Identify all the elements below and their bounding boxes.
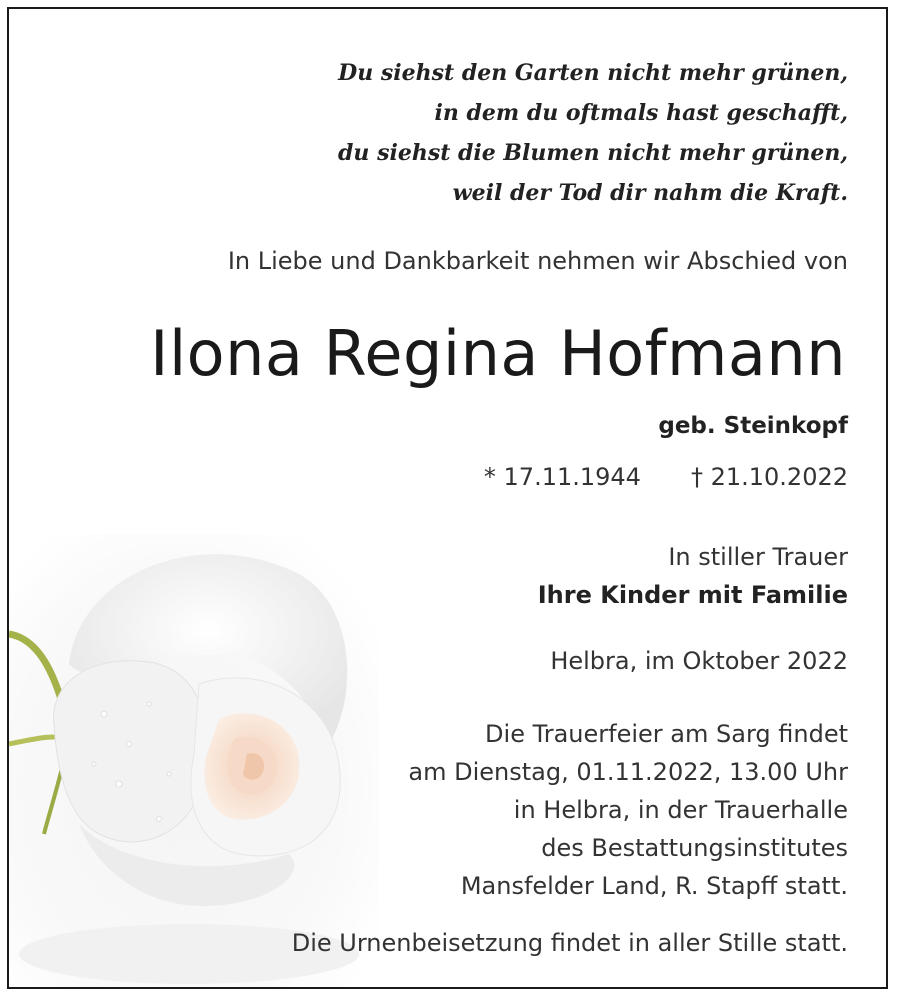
mourning-line: In stiller Trauer [668,543,848,571]
death-date: † 21.10.2022 [690,463,848,491]
service-line: Die Trauerfeier am Sarg findet [485,720,848,748]
birth-date: * 17.11.1944 [483,463,641,491]
obituary-card [7,7,888,989]
mourners-names: Ihre Kinder mit Familie [537,581,848,609]
deceased-name: Ilona Regina Hofmann [150,317,846,390]
poem [338,53,848,213]
burial-info: Die Urnenbeisetzung findet in aller Stille statt. [291,929,848,957]
white-rose-icon [9,534,379,989]
birth-name: geb. Steinkopf [658,413,848,439]
poem-line: weil der Tod dir nahm die Kraft. [452,180,848,206]
life-dates [484,463,848,491]
intro-text: In Liebe und Dankbarkeit nehmen wir Abschied von [227,247,848,275]
place-date: Helbra, im Oktober 2022 [550,647,848,675]
service-info [408,715,848,905]
service-line: des Bestattungsinstitutes [541,834,848,862]
service-line: in Helbra, in der Trauerhalle [513,796,848,824]
poem-line: in dem du oftmals hast geschafft, [434,100,848,126]
service-line: Mansfelder Land, R. Stapff statt. [460,872,848,900]
poem-line: du siehst die Blumen nicht mehr grünen, [338,140,848,166]
service-line: am Dienstag, 01.11.2022, 13.00 Uhr [408,758,848,786]
poem-line: Du siehst den Garten nicht mehr grünen, [338,60,848,86]
